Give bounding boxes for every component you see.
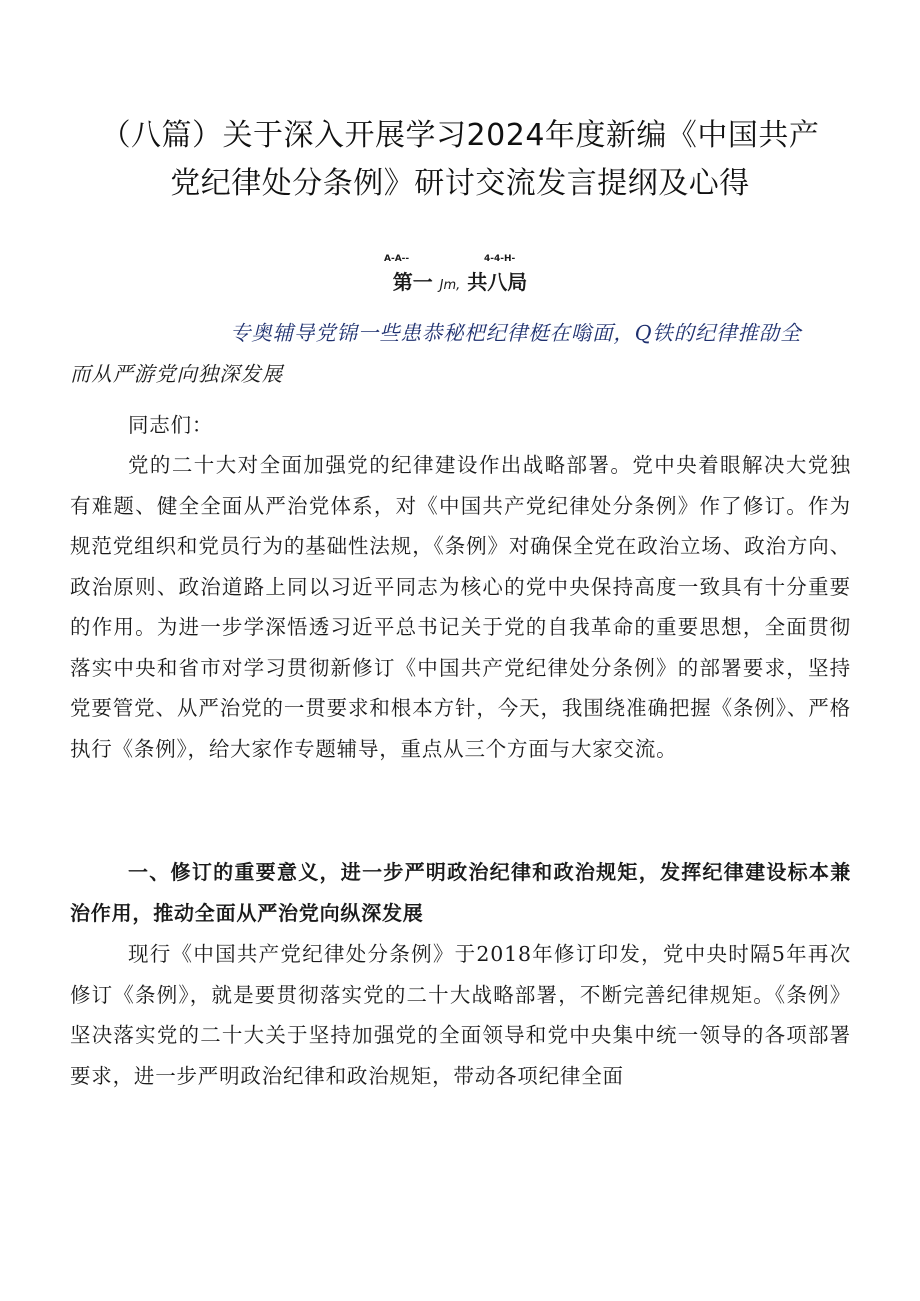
document-title [60, 112, 860, 208]
paragraph-1: 党的二十大对全面加强党的纪律建设作出战略部署。党中央着眼解决大党独有难题、健全全面从严治党体系，对《中国共产党纪律处分条例》作了修订。作为规范党组织和党员行为的基础性法规，《条例》对确保全党在政治立场、政治方向、政治原则、政治道路上同以习近平同志为核心的党中央保持高度一致具有十分重要的作用。为进一步学深悟透习近平总书记关于党的自我革命的重要思想，全面贯彻落实中央和省市对学习贯彻新修订《中国共产党纪律处分条例》的部署要求，坚持党要管党、从严治党的一贯要求和根本方针，今天，我围绕准确把握《条例》、严格执行《条例》，给大家作专题辅导，重点从三个方面与大家交流。 [70, 453, 851, 761]
title-line-1: （八篇）关于深入开展学习2024年度新编《中国共产 [100, 118, 820, 153]
section-heading-part-1: 第一 [392, 270, 433, 294]
section-heading-part-3: 共八局 [467, 270, 528, 294]
section-heading-mark-right: 4-4-H- [484, 254, 516, 264]
section-heading-mark-left: A-A-- [384, 254, 410, 264]
heading-1: 一、修订的重要意义，进一步严明政治纪律和政治规矩，发挥纪律建设标本兼治作用，推动全面从严治党向纵深发展 [70, 860, 851, 925]
section-heading [300, 254, 620, 300]
subtitle-line-1: 专奥辅导党锦一些患恭秘杷纪律梃在嗡面，Q铁的纪律推劭全 [230, 321, 802, 345]
section-heading-label [300, 266, 620, 295]
article-subtitle [70, 313, 851, 394]
paragraph-2: 现行《中国共产党纪律处分条例》于2018年修订印发，党中央时隔5年再次修订《条例》，就是要贯彻落实党的二十大战略部署，不断完善纪律规矩。《条例》坚决落实党的二十大关于坚持加强党的全面领导和党中央集中统一领导的各项部署要求，进一步严明政治纪律和政治规矩，带动各项纪律全面 [70, 942, 851, 1088]
title-line-2: 党纪律处分条例》研讨交流发言提纲及心得 [170, 166, 750, 201]
subtitle-line-2: 而从严游党向独深发展 [70, 361, 283, 386]
greeting: 同志们： [128, 413, 214, 437]
section-heading-part-2: Jm, [439, 278, 461, 293]
